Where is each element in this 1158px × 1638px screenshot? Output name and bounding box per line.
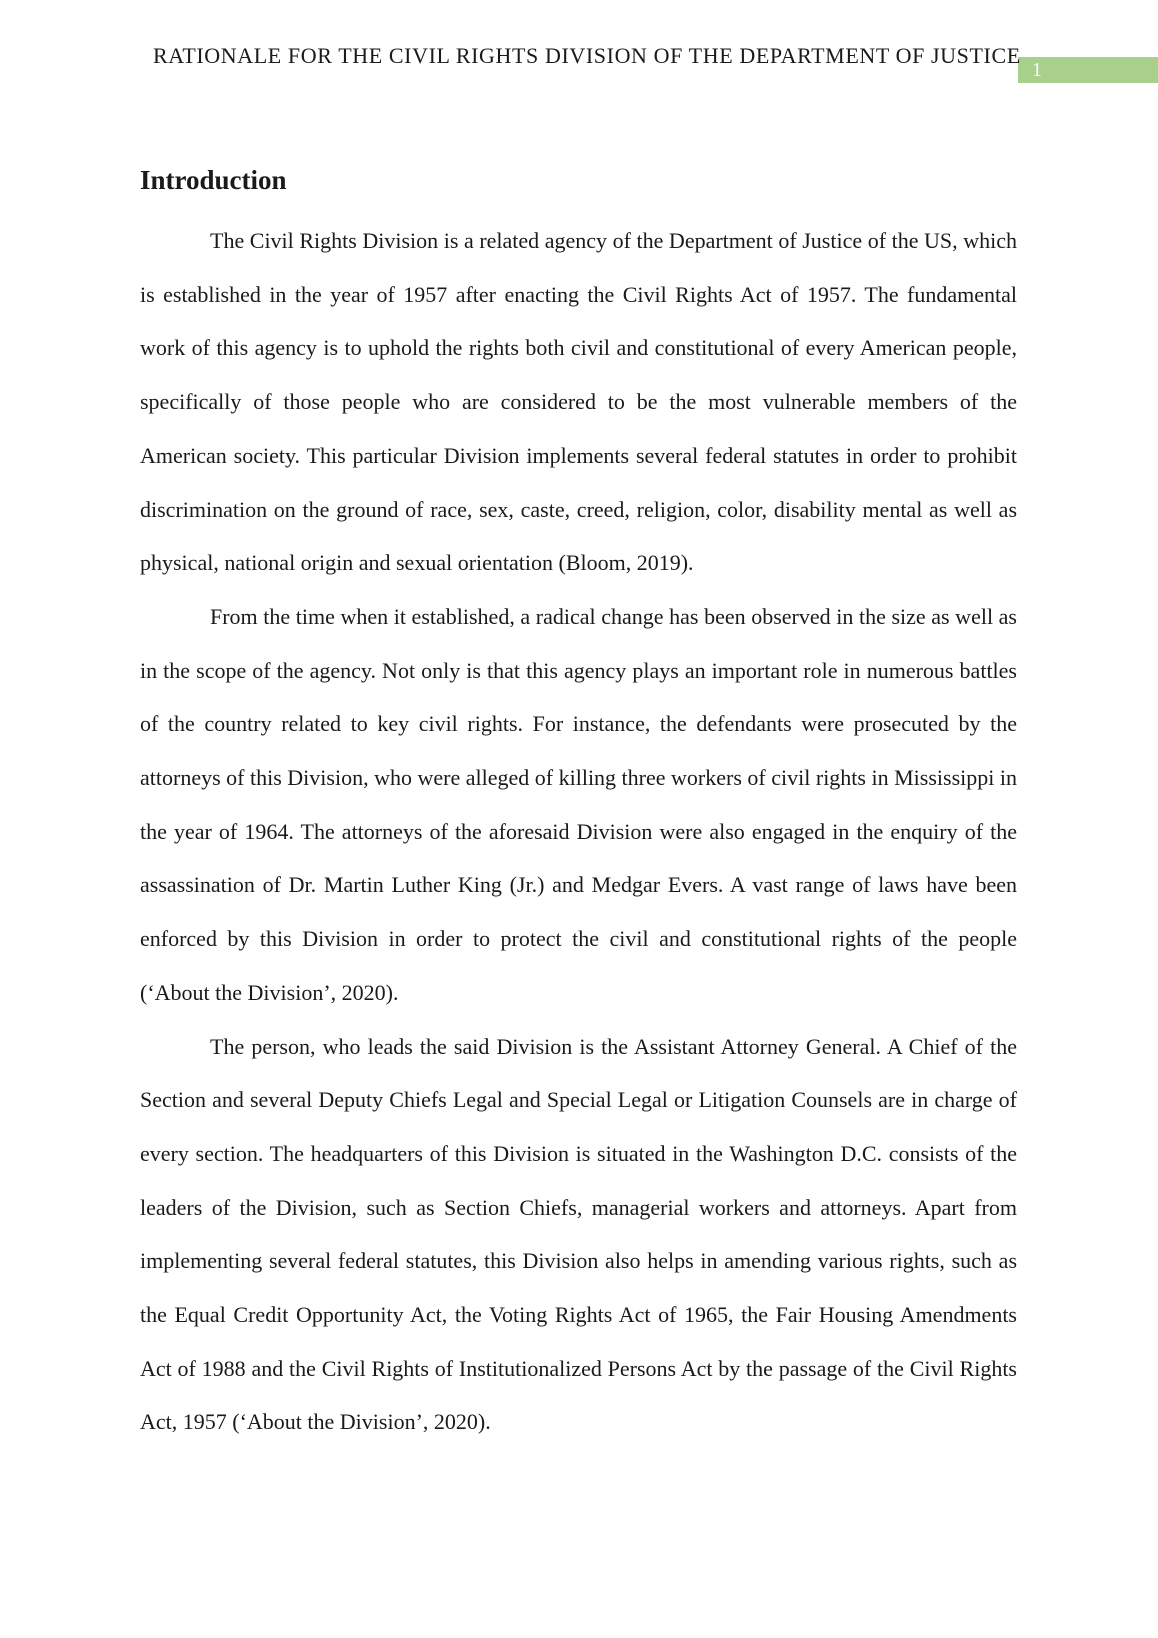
page-number: 1 — [1032, 59, 1042, 81]
paragraph-3: The person, who leads the said Division is the Assistant Attorney General. A Chief of the Section and several Deputy Chiefs Legal and Special Legal or Litigation Counsels are in charge of every section. The headquarters of this Division is situated in the Washington D.C. consists of the leaders of the Division, such as Section Chiefs, managerial workers and attorneys. Apart from implementing several federal statutes, this Division also helps in amending various rights, such as the Equal Credit Opportunity Act, the Voting Rights Act of 1965, the Fair Housing Amendments Act of 1988 and the Civil Rights of Institutionalized Persons Act by the passage of the Civil Rights Act, 1957 (‘About the Division’, 2020). — [140, 1033, 1017, 1435]
running-head: RATIONALE FOR THE CIVIL RIGHTS DIVISION OF THE DEPARTMENT OF JUSTICE — [153, 43, 1021, 68]
document-body — [140, 158, 1017, 1449]
paragraph-2: From the time when it established, a radical change has been observed in the size as well as in the scope of the agency. Not only is that this agency plays an important role in numerous battles of the country related to key civil rights. For instance, the defendants were prosecuted by the attorneys of this Division, who were alleged of killing three workers of civil rights in Mississippi in the year of 1964. The attorneys of the aforesaid Division were also engaged in the enquiry of the assassination of Dr. Martin Luther King (Jr.) and Medgar Evers. A vast range of laws have been enforced by this Division in order to protect the civil and constitutional rights of the people (‘About the Division’, 2020). — [140, 603, 1017, 1005]
paragraph-1: The Civil Rights Division is a related agency of the Department of Justice of the US, which is established in the year of 1957 after enacting the Civil Rights Act of 1957. The fundamental work of this agency is to uphold the rights both civil and constitutional of every American people, specifically of those people who are considered to be the most vulnerable members of the American society. This particular Division implements several federal statutes in order to prohibit discrimination on the ground of race, sex, caste, creed, religion, color, disability mental as well as physical, national origin and sexual orientation (Bloom, 2019). — [140, 228, 1017, 576]
section-heading: Introduction — [140, 165, 287, 195]
